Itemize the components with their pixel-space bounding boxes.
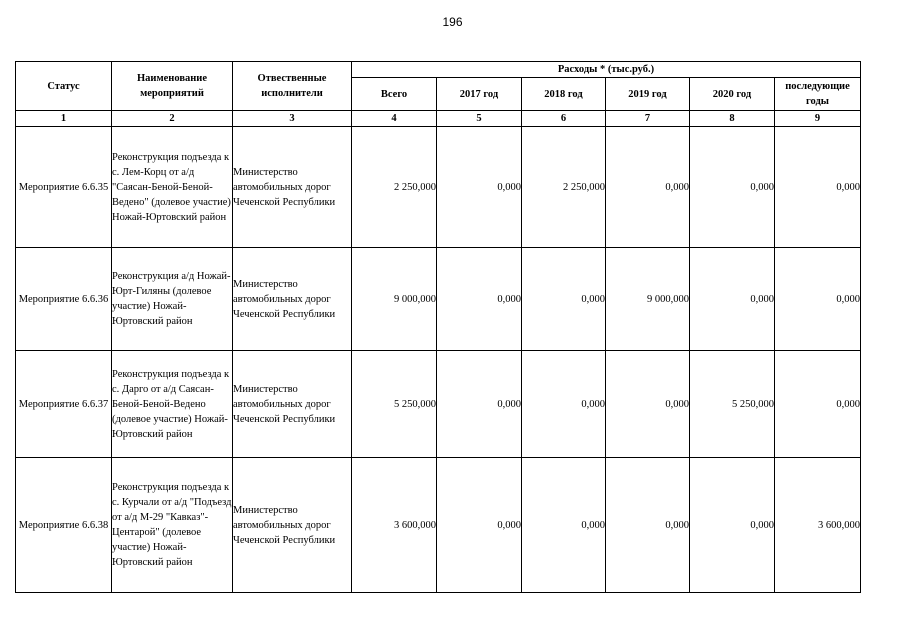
row-executor: Министерство автомобильных дорог Чеченской Республики	[233, 458, 352, 593]
header-status: Статус	[16, 62, 112, 111]
header-2020: 2020 год	[690, 78, 775, 111]
row-2017: 0,000	[437, 127, 522, 248]
row-later: 0,000	[775, 351, 861, 458]
row-name: Реконструкция подъезда к с. Лем-Корц от а/д "Саясан-Беной-Беной-Ведено" (долевое участие) Ножай-Юртовский район	[112, 127, 233, 248]
row-2020: 0,000	[690, 458, 775, 593]
col-number: 4	[352, 111, 437, 127]
row-status: Мероприятие 6.6.37	[16, 351, 112, 458]
row-later: 3 600,000	[775, 458, 861, 593]
row-status: Мероприятие 6.6.36	[16, 248, 112, 351]
header-name: Наименование мероприятий	[112, 62, 233, 111]
row-status: Мероприятие 6.6.35	[16, 127, 112, 248]
row-2018: 2 250,000	[522, 127, 606, 248]
header-executors: Отвественные исполнители	[233, 62, 352, 111]
row-2019: 9 000,000	[606, 248, 690, 351]
header-2019: 2019 год	[606, 78, 690, 111]
row-later: 0,000	[775, 127, 861, 248]
col-number: 8	[690, 111, 775, 127]
expenses-table	[15, 61, 861, 593]
row-total: 3 600,000	[352, 458, 437, 593]
table-row	[16, 248, 861, 351]
row-name: Реконструкция а/д Ножай-Юрт-Гиляны (долевое участие) Ножай-Юртовский район	[112, 248, 233, 351]
col-number: 2	[112, 111, 233, 127]
row-2018: 0,000	[522, 458, 606, 593]
header-later: последующие годы	[775, 78, 861, 111]
row-executor: Министерство автомобильных дорог Чеченской Республики	[233, 248, 352, 351]
row-later: 0,000	[775, 248, 861, 351]
row-2017: 0,000	[437, 351, 522, 458]
table-row	[16, 351, 861, 458]
header-expenses: Расходы * (тыс.руб.)	[352, 62, 861, 78]
row-total: 5 250,000	[352, 351, 437, 458]
row-2019: 0,000	[606, 458, 690, 593]
row-2019: 0,000	[606, 127, 690, 248]
row-2020: 0,000	[690, 127, 775, 248]
row-executor: Министерство автомобильных дорог Чеченской Республики	[233, 351, 352, 458]
col-number: 1	[16, 111, 112, 127]
row-name: Реконструкция подъезда к с. Курчали от а/д "Подъезд от а/д М-29 "Кавказ"-Центарой" (долевое участие) Ножай-Юртовский район	[112, 458, 233, 593]
table-row	[16, 458, 861, 593]
row-total: 9 000,000	[352, 248, 437, 351]
row-2017: 0,000	[437, 248, 522, 351]
row-status: Мероприятие 6.6.38	[16, 458, 112, 593]
column-number-row	[16, 111, 861, 127]
col-number: 9	[775, 111, 861, 127]
row-2018: 0,000	[522, 248, 606, 351]
col-number: 5	[437, 111, 522, 127]
page-number: 196	[442, 15, 463, 29]
header-total: Всего	[352, 78, 437, 111]
row-2018: 0,000	[522, 351, 606, 458]
header-2018: 2018 год	[522, 78, 606, 111]
col-number: 6	[522, 111, 606, 127]
row-total: 2 250,000	[352, 127, 437, 248]
row-2017: 0,000	[437, 458, 522, 593]
header-row-1	[16, 62, 861, 78]
col-number: 7	[606, 111, 690, 127]
table-row	[16, 127, 861, 248]
row-2020: 0,000	[690, 248, 775, 351]
header-2017: 2017 год	[437, 78, 522, 111]
col-number: 3	[233, 111, 352, 127]
row-name: Реконструкция подъезда к с. Дарго от а/д Саясан-Беной-Беной-Ведено (долевое участие) Ножай-Юртовский район	[112, 351, 233, 458]
row-executor: Министерство автомобильных дорог Чеченской Республики	[233, 127, 352, 248]
row-2020: 5 250,000	[690, 351, 775, 458]
row-2019: 0,000	[606, 351, 690, 458]
